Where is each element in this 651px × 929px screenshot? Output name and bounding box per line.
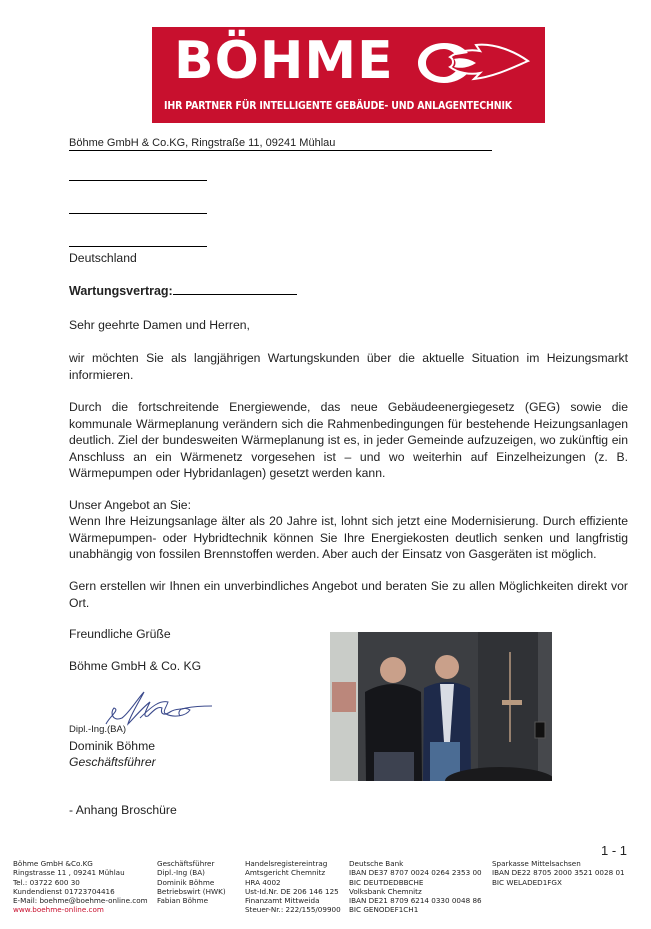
footer-bank-name-1: Deutsche Bank [349,859,404,868]
footer-bank-column-2 [492,859,625,887]
footer-phone: Tel.: 03722 600 30 [13,877,80,887]
page-number: 1 - 1 [600,843,627,858]
footer-register-heading: Handelsregistereintrag [245,859,328,868]
logo-brand-text: BÖHME [174,31,394,91]
signer-title: Dipl.-Ing.(BA) [69,724,127,735]
footer-bank-name-2: Volksbank Chemnitz [349,886,422,896]
footer-tax-office: Finanzamt Mittweida [245,896,320,906]
photo-illustration [330,632,552,781]
recipient-line-3 [69,246,207,247]
subject-line [69,284,297,298]
recipient-line-2 [69,213,207,214]
paragraph-intro: wir möchten Sie als langjährigen Wartungskunden über die aktuelle Situation im Heizungsmarkt informieren. [69,351,628,382]
flame-icon [414,37,534,89]
attachment-note: - Anhang Broschüre [69,803,177,817]
footer-management-name-2: Fabian Böhme [157,896,208,906]
subject-label: Wartungsvertrag: [69,284,173,298]
subject-blank [173,284,297,295]
salutation: Sehr geehrte Damen und Herren, [69,318,250,332]
footer-iban-3: IBAN DE22 8705 2000 3521 0028 01 [492,868,625,878]
footer-register-column [245,859,341,915]
recipient-line-1 [69,180,207,181]
footer-address: Ringstrasse 11 , 09241 Mühlau [13,868,125,878]
closing: Freundliche Grüße [69,627,171,641]
signer-name: Dominik Böhme [69,739,156,753]
footer-bank-column-1 [349,859,482,915]
footer-company-name: Böhme GmbH &Co.KG [13,859,93,868]
footer-website-link[interactable]: www.boehme-online.com [13,905,104,915]
footer-management-title-2: Betriebswirt (HWK) [157,886,226,896]
paragraph-offer: Wenn Ihre Heizungsanlage älter als 20 Jahre ist, lohnt sich jetzt eine Modernisierung. Durch effiziente Wärmepumpen- oder Hybridtechnik können Sie Ihre Energiekosten deutlich senken und langfristig unabhängig von fossilen Brennstoffen werden. Aber auch der Einsatz von Gasgeräten ist möglich. [69,514,628,561]
footer-tax-number: Steuer-Nr.: 222/155/09900 [245,905,341,915]
footer-management-title-1: Dipl.-Ing (BA) [157,868,205,878]
footer-company-column [13,859,148,915]
footer-court: Amtsgericht Chemnitz [245,868,326,878]
paragraph-consultation: Gern erstellen wir Ihnen ein unverbindliches Angebot und beraten Sie zu allen Möglichkeiten direkt vor Ort. [69,579,628,610]
footer-service-phone: Kundendienst 01723704416 [13,886,115,896]
footer-management-heading: Geschäftsführer [157,859,215,868]
sender-address-line: Böhme GmbH & Co.KG, Ringstraße 11, 09241 Mühlau [69,137,492,151]
company-signature-name: Böhme GmbH & Co. KG [69,659,202,673]
footer-bank-name-3: Sparkasse Mittelsachsen [492,859,581,868]
footer-vat-id: Ust-Id.Nr. DE 206 146 125 [245,886,339,896]
photo-managing-directors [330,632,552,781]
footer-management-column [157,859,226,905]
footer-bic-3: BIC WELADED1FGX [492,877,562,887]
recipient-country: Deutschland [69,251,137,265]
paragraph-offer-heading: Unser Angebot an Sie: [69,498,191,512]
paragraph-energy-transition: Durch die fortschreitende Energiewende, das neue Gebäudeenergiegesetz (GEG) sowie die kommunale Wärmeplanung verändern sich die Rahmenbedingungen für bestehende Heizungsanlagen deutlich. Ziel der bundesweiten Wärmeplanung ist es, in jeder Gemeinde aufzuzeigen, wo zukünftig ein Anschluss an ein Wärmenetz vorgesehen ist – und wo weiterhin auf Einzelheizungen (z. B. Wärmepumpen oder Hybridanlagen) gesetzt werden kann. [69,400,628,480]
footer-iban-2: IBAN DE21 8709 6214 0330 0048 86 [349,896,482,906]
footer-management-name-1: Dominik Böhme [157,877,215,887]
footer-email[interactable]: E-Mail: boehme@boehme-online.com [13,896,148,906]
footer-bic-1: BIC DEUTDEDBBCHE [349,877,424,887]
company-logo [152,27,545,123]
footer-bic-2: BIC GENODEF1CH1 [349,905,419,915]
signer-role: Geschäftsführer [69,755,156,769]
logo-tagline: IHR PARTNER FÜR INTELLIGENTE GEBÄUDE- UND ANLAGENTECHNIK [164,100,512,112]
footer-hra: HRA 4002 [245,877,281,887]
footer-iban-1: IBAN DE37 8707 0024 0264 2353 00 [349,868,482,878]
